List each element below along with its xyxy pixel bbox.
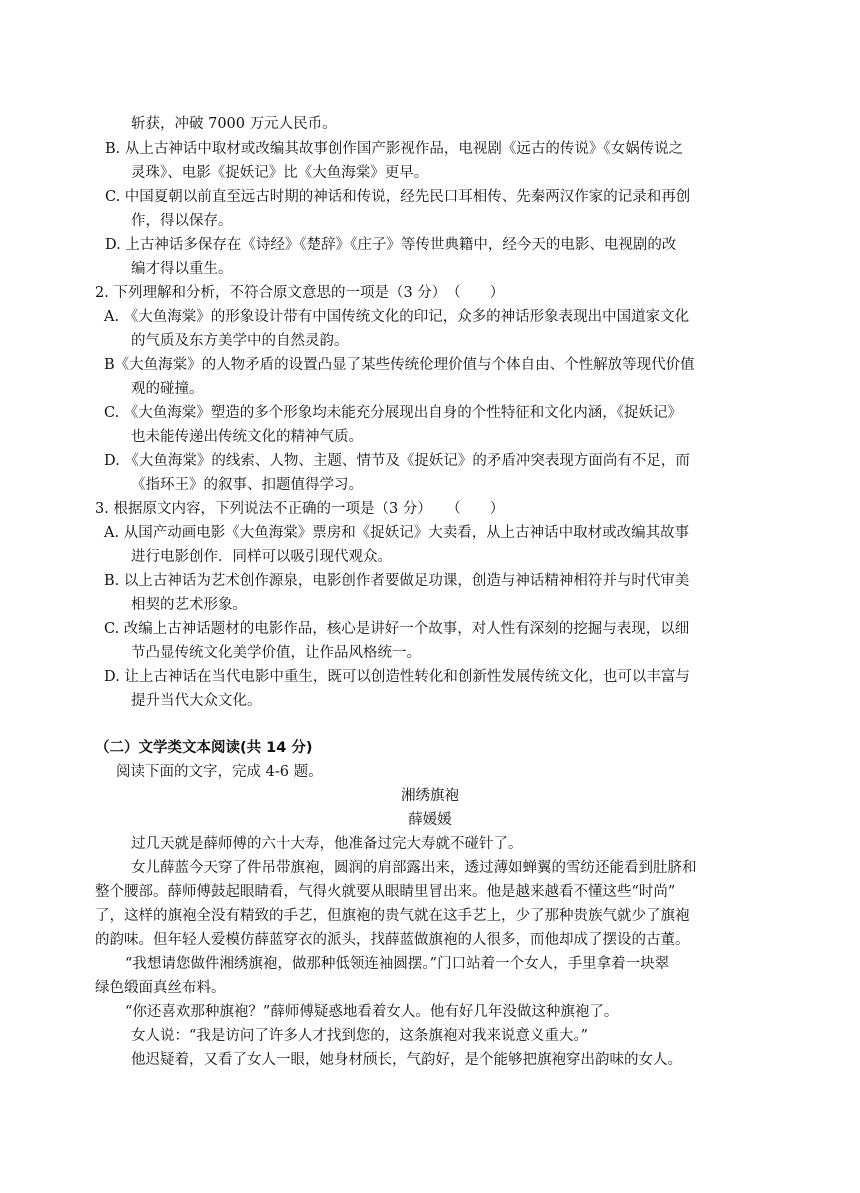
story-author: 薛媛媛 — [408, 812, 452, 828]
q3-stem: 3. 根据原文内容，下列说法不正确的一项是（3 分） （ ） — [95, 501, 505, 517]
story-paragraph-3: “我想请您做件湘绣旗袍，做那种低领连袖圆摆。”门口站着一个女人，手里拿着一块翠 — [125, 956, 670, 972]
q2-option-a-cont: 的气质及东方美学中的自然灵韵。 — [131, 333, 349, 349]
story-paragraph-3-line-2: 绿色缎面真丝布料。 — [95, 980, 226, 996]
q2-option-a: A. 《大鱼海棠》的形象设计带有中国传统文化的印记，众多的神话形象表现出中国道家文化 — [104, 309, 690, 325]
section-instruction: 阅读下面的文字，完成 4-6 题。 — [116, 764, 323, 780]
story-paragraph-5: 女人说：“我是访问了许多人才找到您的，这条旗袍对我来说意义重大。” — [131, 1028, 589, 1044]
q2-stem: 2. 下列理解和分析，不符合原文意思的一项是（3 分） （ ） — [95, 285, 505, 301]
q3-option-b-cont: 相契的艺术形象。 — [131, 597, 247, 613]
story-paragraph-2-line-4: 的韵味。但年轻人爱模仿薛蓝穿衣的派头，找薛蓝做旗袍的人很多，而他却成了摆设的古董。 — [95, 932, 690, 948]
q3-option-c: C. 改编上古神话题材的电影作品，核心是讲好一个故事，对人性有深刻的挖掘与表现，以细 — [104, 621, 690, 637]
q2-option-d-cont: 《指环王》的叙事、扣题值得学习。 — [131, 477, 363, 493]
q1-option-a-tail: 斩获，冲破 7000 万元人民币。 — [131, 116, 337, 132]
q3-option-a-cont: 进行电影创作．同样可以吸引现代观众。 — [131, 549, 392, 565]
q3-option-c-cont: 节凸显传统文化美学价值，让作品风格统一。 — [131, 645, 421, 661]
q3-option-a: A. 从国产动画电影《大鱼海棠》票房和《捉妖记》大卖看，从上古神话中取材或改编其故事 — [104, 525, 690, 541]
q2-option-b-cont: 观的碰撞。 — [131, 381, 204, 397]
q2-option-c-cont: 也未能传递出传统文化的精神气质。 — [131, 429, 363, 445]
q3-option-d-cont: 提升当代大众文化。 — [131, 693, 262, 709]
q1-option-c-cont: 作，得以保存。 — [131, 213, 233, 229]
story-title: 湘绣旗袍 — [401, 788, 459, 804]
q1-option-b: B. 从上古神话中取材或改编其故事创作国产影视作品，电视剧《远古的传说》《女娲传说之 — [105, 141, 684, 157]
section-heading: （二）文学类文本阅读(共 14 分) — [95, 740, 313, 756]
q2-option-b: B《大鱼海棠》的人物矛盾的设置凸显了某些传统伦理价值与个体自由、个性解放等现代价值 — [104, 357, 695, 373]
story-paragraph-2-line-2: 整个腰部。薛师傅鼓起眼睛看，气得火就要从眼睛里冒出来。他是越来越看不懂这些“时尚” — [95, 884, 676, 900]
story-paragraph-2: 女儿薛蓝今天穿了件吊带旗袍，圆润的肩部露出来，透过薄如蝉翼的雪纺还能看到肚脐和 — [131, 860, 697, 876]
q1-option-d: D. 上古神话多保存在《诗经》《楚辞》《庄子》等传世典籍中，经今天的电影、电视剧的改 — [105, 237, 677, 253]
q1-option-d-cont: 编才得以重生。 — [131, 261, 233, 277]
story-paragraph-2-line-3: 了，这样的旗袍全没有精致的手艺，但旗袍的贵气就在这手艺上，少了那种贵族气就少了旗袍 — [95, 908, 690, 924]
q3-option-d: D. 让上古神话在当代电影中重生，既可以创造性转化和创新性发展传统文化，也可以丰富与 — [104, 669, 690, 685]
q3-option-b: B. 以上古神话为艺术创作源泉，电影创作者要做足功课，创造与神话精神相符并与时代审美 — [104, 573, 690, 589]
q1-option-b-cont: 灵珠》、电影《捉妖记》比《大鱼海棠》更早。 — [131, 165, 429, 181]
story-paragraph-6: 他迟疑着，又看了女人一眼，她身材颀长，气韵好，是个能够把旗袍穿出韵味的女人。 — [131, 1052, 682, 1068]
q1-option-c: C. 中国夏朝以前直至远古时期的神话和传说，经先民口耳相传、先秦两汉作家的记录和再创 — [105, 189, 691, 205]
story-paragraph-1: 过几天就是薛师傅的六十大寿，他准备过完大寿就不碰针了。 — [131, 836, 523, 852]
q2-option-d: D. 《大鱼海棠》的线索、人物、主题、情节及《捉妖记》的矛盾冲突表现方面尚有不足，而 — [104, 453, 690, 469]
q2-option-c: C. 《大鱼海棠》塑造的多个形象均未能充分展现出自身的个性特征和文化内涵，《捉妖记》 — [104, 405, 683, 421]
story-paragraph-4: “你还喜欢那种旗袍？”薛师傅疑惑地看着女人。他有好几年没做这种旗袍了。 — [125, 1004, 619, 1020]
